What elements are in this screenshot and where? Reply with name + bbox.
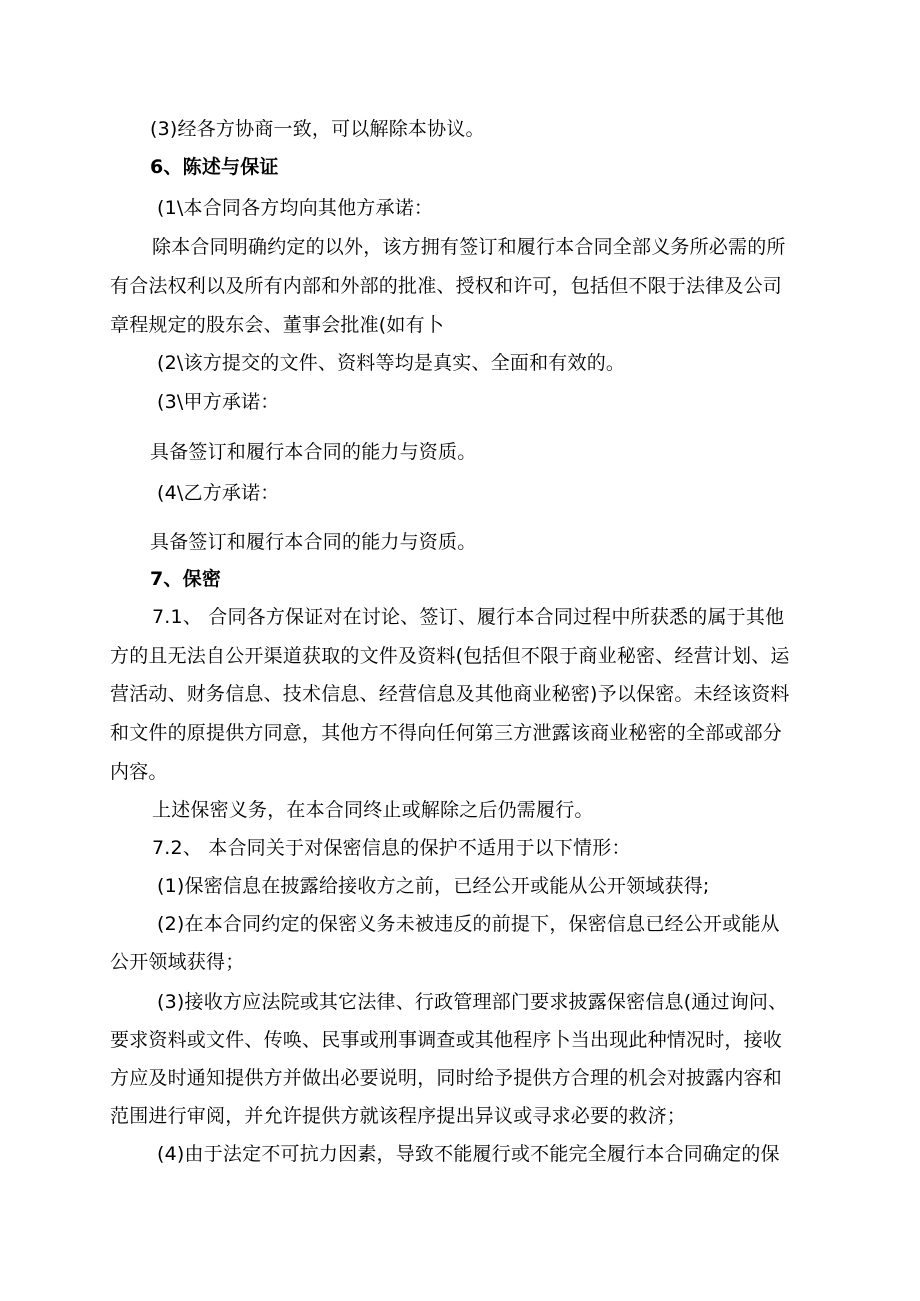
text-line: 除本合同明确约定的以外，该方拥有签订和履行本合同全部义务所必需的所 <box>152 236 786 258</box>
text-line: 和文件的原提供方同意，其他方不得向任何第三方泄露该商业秘密的全部或部分 <box>110 722 783 744</box>
text-line: 具备签订和履行本合同的能力与资质。 <box>150 441 477 463</box>
text-line: (3)经各方协商一致，可以解除本协议。 <box>150 118 485 140</box>
text-line: (4)由于法定不可抗力因素，导致不能履行或不能完全履行本合同确定的保 <box>157 1143 780 1165</box>
section-heading: 6、陈述与保证 <box>150 156 279 178</box>
text-line: 要求资料或文件、传唤、民事或刑事调查或其他程序卜当出现此种情况时，接收 <box>110 1029 783 1051</box>
text-line: 7.1、 合同各方保证对在讨论、签订、履行本合同过程中所获悉的属于其他 <box>152 606 785 628</box>
text-line: (1\本合同各方均向其他方承诺： <box>157 197 434 219</box>
text-line: 方应及时通知提供方并做出必要说明，同时给予提供方合理的机会对披露内容和 <box>110 1067 783 1089</box>
text-line: (2\该方提交的文件、资料等均是真实、全面和有效的。 <box>157 352 626 374</box>
text-line: 方的且无法自公开渠道获取的文件及资料(包括但不限于商业秘密、经营计划、运 <box>110 645 790 667</box>
text-line: (4\乙方承诺： <box>157 482 280 504</box>
text-line: 7.2、 本合同关于对保密信息的保护不适用于以下情形： <box>152 837 631 859</box>
text-line: 范围进行审阅，并允许提供方就该程序提出异议或寻求必要的救济； <box>110 1105 687 1127</box>
section-heading: 7、保密 <box>150 568 222 590</box>
text-line: 具备签订和履行本合同的能力与资质。 <box>150 531 477 553</box>
text-line: 有合法权利以及所有内部和外部的批准、授权和许可，包括但不限于法律及公司 <box>110 275 783 297</box>
text-line: (1)保密信息在披露给接收方之前，已经公开或能从公开领域获得; <box>157 875 710 897</box>
text-line: 上述保密义务，在本合同终止或解除之后仍需履行。 <box>152 799 594 821</box>
text-line: 营活动、财务信息、技术信息、经营信息及其他商业秘密)予以保密。未经该资料 <box>110 683 790 705</box>
text-line: 公开领域获得； <box>110 951 245 973</box>
text-line: 内容。 <box>110 761 168 783</box>
text-line: (2)在本合同约定的保密义务未被违反的前提下，保密信息已经公开或能从 <box>157 913 780 935</box>
text-line: (3\甲方承诺： <box>157 391 280 413</box>
text-line: (3)接收方应法院或其它法律、行政管理部门要求披露保密信息(通过询问、 <box>157 991 788 1013</box>
text-line: 章程规定的股东会、董事会批准(如有卜 <box>110 314 445 336</box>
